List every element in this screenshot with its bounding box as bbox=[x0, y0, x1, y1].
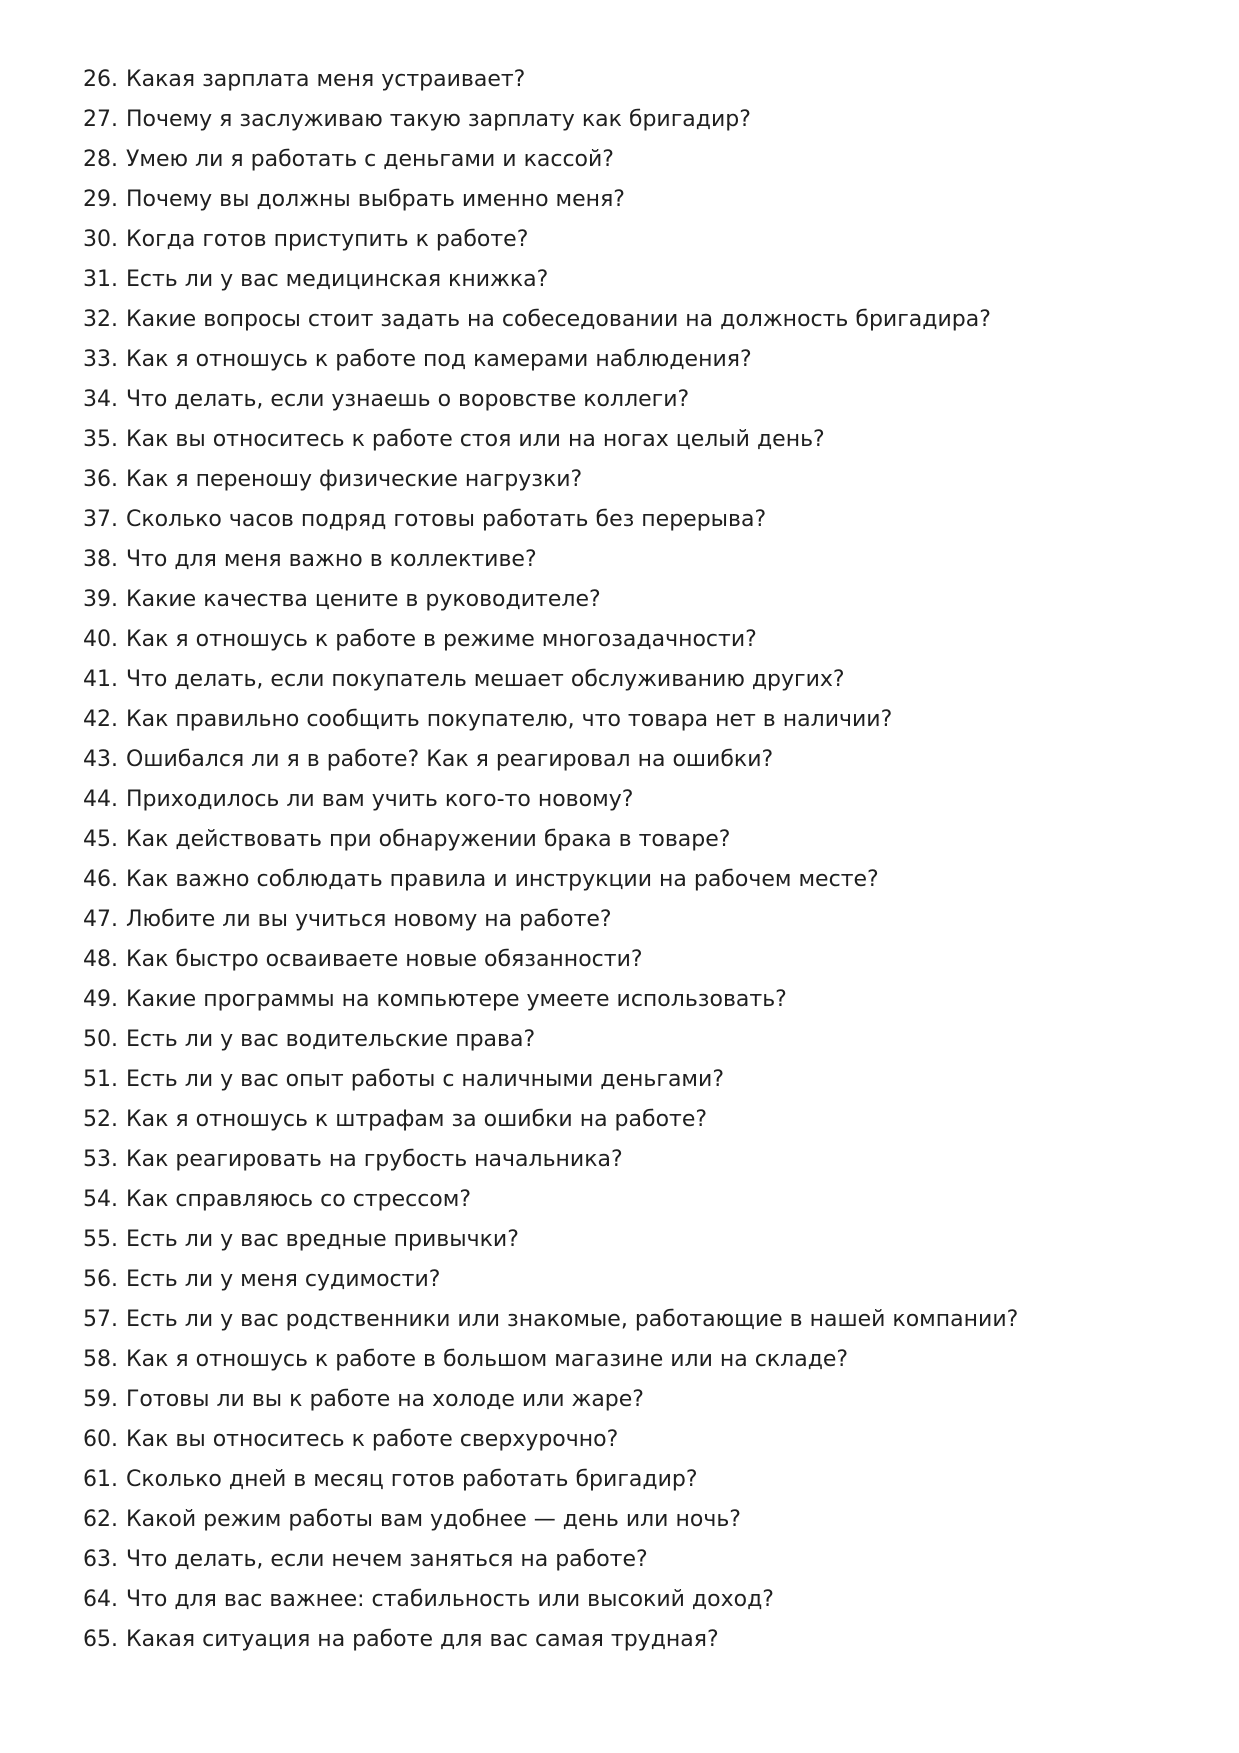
question-number: 36. bbox=[83, 467, 118, 492]
question-number: 45. bbox=[83, 827, 118, 852]
question-text: Как справляюсь со стрессом? bbox=[126, 1187, 472, 1212]
question-item bbox=[83, 1540, 1183, 1580]
question-item bbox=[83, 780, 1183, 820]
question-text: Есть ли у вас родственники или знакомые, работающие в нашей компании? bbox=[126, 1307, 1019, 1332]
question-text: Готовы ли вы к работе на холоде или жаре? bbox=[126, 1387, 644, 1412]
question-number: 32. bbox=[83, 307, 118, 332]
question-item bbox=[83, 1140, 1183, 1180]
question-number: 33. bbox=[83, 347, 118, 372]
question-item bbox=[83, 940, 1183, 980]
question-item bbox=[83, 100, 1183, 140]
question-text: Какая ситуация на работе для вас самая трудная? bbox=[126, 1627, 719, 1652]
question-item bbox=[83, 300, 1183, 340]
question-number: 31. bbox=[83, 267, 118, 292]
question-text: Есть ли у вас опыт работы с наличными деньгами? bbox=[126, 1067, 725, 1092]
question-text: Сколько дней в месяц готов работать бригадир? bbox=[126, 1467, 698, 1492]
question-number: 35. bbox=[83, 427, 118, 452]
question-item bbox=[83, 1100, 1183, 1140]
question-number: 50. bbox=[83, 1027, 118, 1052]
question-number: 29. bbox=[83, 187, 118, 212]
question-number: 55. bbox=[83, 1227, 118, 1252]
question-number: 44. bbox=[83, 787, 118, 812]
question-number: 61. bbox=[83, 1467, 118, 1492]
question-number: 62. bbox=[83, 1507, 118, 1532]
question-item bbox=[83, 660, 1183, 700]
question-text: Что делать, если покупатель мешает обслуживанию других? bbox=[126, 667, 845, 692]
question-number: 42. bbox=[83, 707, 118, 732]
question-number: 34. bbox=[83, 387, 118, 412]
question-number: 52. bbox=[83, 1107, 118, 1132]
question-number: 56. bbox=[83, 1267, 118, 1292]
question-number: 64. bbox=[83, 1587, 118, 1612]
question-item bbox=[83, 620, 1183, 660]
question-item bbox=[83, 1260, 1183, 1300]
question-text: Что для меня важно в коллективе? bbox=[126, 547, 537, 572]
question-item bbox=[83, 540, 1183, 580]
question-number: 63. bbox=[83, 1547, 118, 1572]
question-number: 53. bbox=[83, 1147, 118, 1172]
question-text: Есть ли у вас вредные привычки? bbox=[126, 1227, 519, 1252]
question-text: Какие вопросы стоит задать на собеседовании на должность бригадира? bbox=[126, 307, 991, 332]
question-number: 46. bbox=[83, 867, 118, 892]
question-text: Какие программы на компьютере умеете использовать? bbox=[126, 987, 787, 1012]
question-item bbox=[83, 1020, 1183, 1060]
question-number: 58. bbox=[83, 1347, 118, 1372]
question-item bbox=[83, 1220, 1183, 1260]
question-text: Как реагировать на грубость начальника? bbox=[126, 1147, 623, 1172]
question-item bbox=[83, 580, 1183, 620]
question-item bbox=[83, 60, 1183, 100]
document-page bbox=[83, 60, 1183, 1660]
question-text: Любите ли вы учиться новому на работе? bbox=[126, 907, 612, 932]
question-text: Что для вас важнее: стабильность или высокий доход? bbox=[126, 1587, 774, 1612]
question-number: 38. bbox=[83, 547, 118, 572]
question-text: Как быстро осваиваете новые обязанности? bbox=[126, 947, 643, 972]
question-text: Сколько часов подряд готовы работать без перерыва? bbox=[126, 507, 767, 532]
question-text: Когда готов приступить к работе? bbox=[126, 227, 529, 252]
question-text: Как я отношусь к работе в режиме многозадачности? bbox=[126, 627, 757, 652]
question-text: Есть ли у вас медицинская книжка? bbox=[126, 267, 549, 292]
question-item bbox=[83, 1420, 1183, 1460]
question-text: Как я отношусь к работе под камерами наблюдения? bbox=[126, 347, 752, 372]
question-item bbox=[83, 860, 1183, 900]
question-item bbox=[83, 460, 1183, 500]
question-text: Почему я заслуживаю такую зарплату как бригадир? bbox=[126, 107, 751, 132]
question-text: Что делать, если нечем заняться на работе? bbox=[126, 1547, 648, 1572]
question-text: Приходилось ли вам учить кого-то новому? bbox=[126, 787, 634, 812]
question-number: 65. bbox=[83, 1627, 118, 1652]
question-text: Как правильно сообщить покупателю, что товара нет в наличии? bbox=[126, 707, 893, 732]
question-item bbox=[83, 1580, 1183, 1620]
question-item bbox=[83, 1620, 1183, 1660]
question-item bbox=[83, 700, 1183, 740]
question-item bbox=[83, 900, 1183, 940]
question-number: 27. bbox=[83, 107, 118, 132]
question-item bbox=[83, 500, 1183, 540]
question-item bbox=[83, 1460, 1183, 1500]
question-number: 54. bbox=[83, 1187, 118, 1212]
question-item bbox=[83, 820, 1183, 860]
question-item bbox=[83, 180, 1183, 220]
question-text: Ошибался ли я в работе? Как я реагировал на ошибки? bbox=[126, 747, 774, 772]
question-text: Как вы относитесь к работе сверхурочно? bbox=[126, 1427, 619, 1452]
question-text: Как действовать при обнаружении брака в товаре? bbox=[126, 827, 731, 852]
question-number: 57. bbox=[83, 1307, 118, 1332]
question-text: Как я отношусь к штрафам за ошибки на работе? bbox=[126, 1107, 708, 1132]
question-number: 26. bbox=[83, 67, 118, 92]
question-item bbox=[83, 340, 1183, 380]
question-text: Умею ли я работать с деньгами и кассой? bbox=[126, 147, 614, 172]
question-number: 40. bbox=[83, 627, 118, 652]
question-number: 48. bbox=[83, 947, 118, 972]
question-item bbox=[83, 1180, 1183, 1220]
question-text: Почему вы должны выбрать именно меня? bbox=[126, 187, 625, 212]
question-text: Что делать, если узнаешь о воровстве коллеги? bbox=[126, 387, 690, 412]
question-text: Какие качества цените в руководителе? bbox=[126, 587, 601, 612]
question-number: 43. bbox=[83, 747, 118, 772]
question-text: Есть ли у вас водительские права? bbox=[126, 1027, 536, 1052]
question-text: Какая зарплата меня устраивает? bbox=[126, 67, 526, 92]
question-item bbox=[83, 1500, 1183, 1540]
question-text: Как вы относитесь к работе стоя или на ногах целый день? bbox=[126, 427, 825, 452]
question-item bbox=[83, 980, 1183, 1020]
question-item bbox=[83, 420, 1183, 460]
question-list bbox=[83, 60, 1183, 1660]
question-number: 37. bbox=[83, 507, 118, 532]
question-item bbox=[83, 740, 1183, 780]
question-item bbox=[83, 1340, 1183, 1380]
question-number: 51. bbox=[83, 1067, 118, 1092]
question-item bbox=[83, 380, 1183, 420]
question-text: Как важно соблюдать правила и инструкции на рабочем месте? bbox=[126, 867, 879, 892]
question-number: 39. bbox=[83, 587, 118, 612]
question-number: 41. bbox=[83, 667, 118, 692]
question-number: 28. bbox=[83, 147, 118, 172]
question-item bbox=[83, 260, 1183, 300]
question-text: Какой режим работы вам удобнее — день или ночь? bbox=[126, 1507, 741, 1532]
question-number: 49. bbox=[83, 987, 118, 1012]
question-item bbox=[83, 1380, 1183, 1420]
question-number: 30. bbox=[83, 227, 118, 252]
question-item bbox=[83, 220, 1183, 260]
question-text: Есть ли у меня судимости? bbox=[126, 1267, 441, 1292]
question-number: 59. bbox=[83, 1387, 118, 1412]
question-item bbox=[83, 1300, 1183, 1340]
question-number: 60. bbox=[83, 1427, 118, 1452]
question-item bbox=[83, 140, 1183, 180]
question-text: Как я переношу физические нагрузки? bbox=[126, 467, 583, 492]
question-item bbox=[83, 1060, 1183, 1100]
question-number: 47. bbox=[83, 907, 118, 932]
question-text: Как я отношусь к работе в большом магазине или на складе? bbox=[126, 1347, 849, 1372]
